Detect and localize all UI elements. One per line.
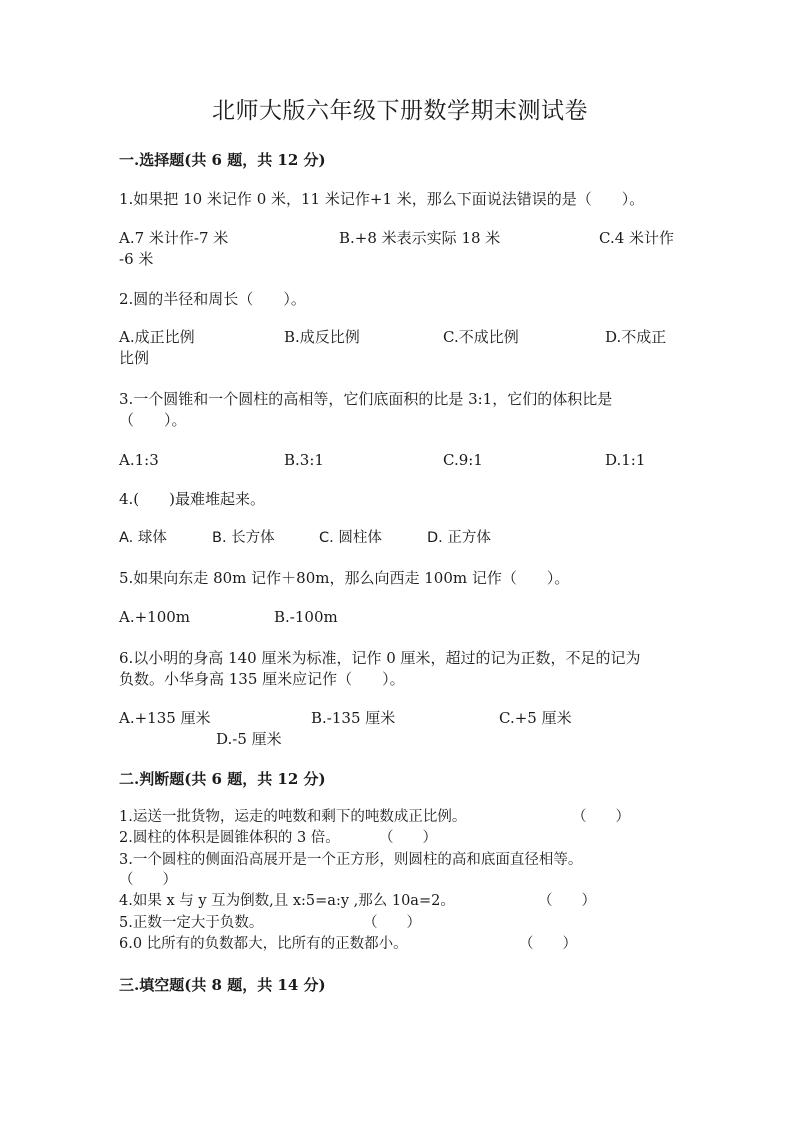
question-5-option-a: A.+100m — [119, 608, 191, 626]
question-6-option-b: B.-135 厘米 — [311, 709, 396, 727]
question-3-text: 3.一个圆锥和一个圆柱的高相等，它们底面积的比是 3:1，它们的体积比是 — [119, 390, 613, 408]
question-6-text-wrap: 负数。小华身高 135 厘米应记作（ ）。 — [119, 670, 405, 688]
question-3-option-c: C.9:1 — [443, 451, 483, 469]
question-6-option-a: A.+135 厘米 — [119, 709, 211, 727]
question-1-option-c-wrap: -6 米 — [119, 250, 154, 268]
judge-item-4-answer-paren: （ ） — [538, 893, 596, 909]
question-2-option-d: D.不成正 — [605, 328, 667, 346]
question-6-option-c: C.+5 厘米 — [499, 709, 572, 727]
question-2-option-b: B.成反比例 — [284, 328, 360, 346]
question-3-text-wrap: （ ）。 — [119, 411, 187, 429]
question-6-option-d: D.-5 厘米 — [216, 730, 282, 748]
question-1-text: 1.如果把 10 米记作 0 米，11 米记作+1 米，那么下面说法错误的是（ ）。 — [119, 190, 645, 208]
question-2-option-d-wrap: 比例 — [119, 349, 150, 367]
section-heading-judge: 二.判断题(共 6 题，共 12 分) — [119, 770, 326, 788]
question-2-option-a: A.成正比例 — [119, 328, 195, 346]
judge-item-6-text: 6.0 比所有的负数都大，比所有的正数都小。 — [119, 936, 408, 952]
judge-item-1-text: 1.运送一批货物，运走的吨数和剩下的吨数成正比例。 — [119, 809, 467, 825]
question-2-text: 2.圆的半径和周长（ ）。 — [119, 290, 306, 308]
question-4-option-a: A. 球体 — [119, 530, 167, 546]
question-4-option-b: B. 长方体 — [212, 530, 275, 546]
question-5-text: 5.如果向东走 80m 记作＋80m，那么向西走 100m 记作（ ）。 — [119, 569, 570, 587]
question-4-option-c: C. 圆柱体 — [319, 530, 382, 546]
section-heading-fill: 三.填空题(共 8 题，共 14 分) — [119, 976, 326, 994]
judge-item-3-text: 3.一个圆柱的侧面沿高展开是一个正方形，则圆柱的高和底面直径相等。 — [119, 852, 583, 868]
question-3-option-d: D.1:1 — [605, 451, 646, 469]
judge-item-2-answer-paren: （ ） — [379, 830, 437, 846]
question-1-option-a: A.7 米计作-7 米 — [119, 229, 229, 247]
question-4-option-d: D. 正方体 — [427, 530, 491, 546]
question-5-option-b: B.-100m — [274, 608, 338, 626]
judge-item-6-answer-paren: （ ） — [519, 936, 577, 952]
question-6-text: 6.以小明的身高 140 厘米为标准，记作 0 厘米，超过的记为正数，不足的记为 — [119, 649, 641, 667]
question-2-option-c: C.不成比例 — [443, 328, 519, 346]
question-1-option-c: C.4 米计作 — [599, 229, 675, 247]
judge-item-4-text: 4.如果 x 与 y 互为倒数,且 x:5=a:y ,那么 10a=2。 — [119, 893, 455, 909]
question-1-option-b: B.+8 米表示实际 18 米 — [339, 229, 501, 247]
question-3-option-b: B.3:1 — [284, 451, 324, 469]
question-3-option-a: A.1:3 — [119, 451, 159, 469]
judge-item-3-answer-paren: （ ） — [119, 872, 177, 888]
page-title: 北师大版六年级下册数学期末测试卷 — [212, 98, 588, 124]
question-4-text: 4.( )最难堆起来。 — [119, 490, 266, 508]
judge-item-5-text: 5.正数一定大于负数。 — [119, 915, 264, 931]
judge-item-1-answer-paren: （ ） — [572, 809, 630, 825]
judge-item-5-answer-paren: （ ） — [363, 915, 421, 931]
judge-item-2-text: 2.圆柱的体积是圆锥体积的 3 倍。 — [119, 830, 340, 846]
section-heading-choice: 一.选择题(共 6 题，共 12 分) — [119, 151, 326, 169]
